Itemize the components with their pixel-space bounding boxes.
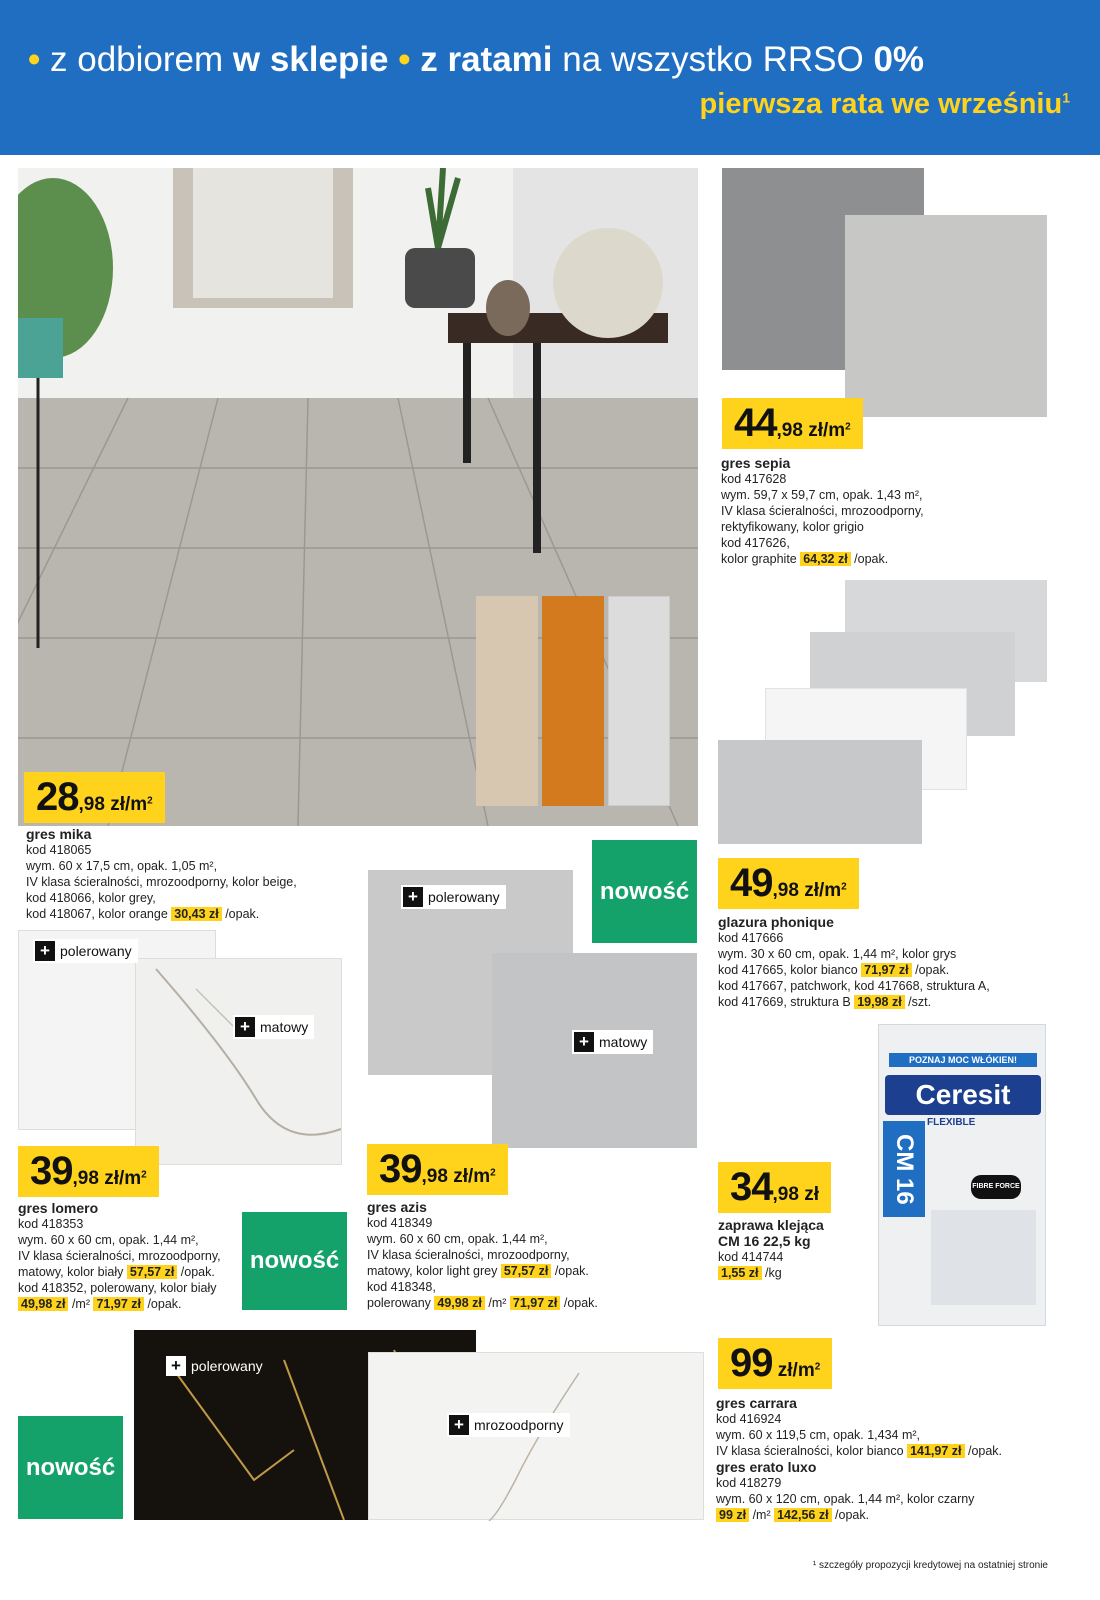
product-name: gres azis xyxy=(367,1199,427,1215)
tag-mrozoodporny xyxy=(447,1413,570,1437)
desc-line xyxy=(26,906,297,922)
price-int: 99 xyxy=(730,1341,773,1385)
bag-top-text: POZNAJ MOC WŁÓKIEN! xyxy=(889,1053,1037,1067)
unit-sup: 2 xyxy=(845,421,851,433)
product-desc-carrara xyxy=(716,1395,1002,1523)
plus-icon: + xyxy=(449,1415,469,1435)
desc-text: /m² xyxy=(68,1297,94,1311)
desc-line: wym. 30 x 60 cm, opak. 1,44 m², kolor grys xyxy=(718,947,957,961)
ceresit-bag-image xyxy=(878,1024,1046,1326)
product-desc-mika xyxy=(26,826,297,922)
bag-sub-text: FLEXIBLE xyxy=(927,1117,976,1128)
desc-line: IV klasa ścieralności, mrozoodporny, xyxy=(721,504,924,518)
desc-text: /opak. xyxy=(177,1265,215,1279)
promo-line-1 xyxy=(28,40,924,80)
price-badge xyxy=(24,772,165,823)
desc-text: kod 417669, struktura B xyxy=(718,995,855,1009)
unit-sup: 2 xyxy=(490,1167,496,1179)
highlight-price: 99 zł xyxy=(716,1508,749,1522)
price-dec: ,98 zł/m xyxy=(772,880,842,901)
product-name: glazura phonique xyxy=(718,914,834,930)
desc-text: kod 417665, kolor bianco xyxy=(718,963,862,977)
price-badge xyxy=(367,1144,508,1195)
desc-line: kod 416924 xyxy=(716,1412,782,1426)
desc-line: kod 418279 xyxy=(716,1476,782,1490)
desc-text: /opak. xyxy=(221,907,260,921)
promo-text-bold: w sklepie xyxy=(232,40,389,79)
highlight-price: 1,55 zł xyxy=(718,1266,762,1280)
desc-line: kod 418066, kolor grey, xyxy=(26,891,156,905)
bag-product-code: CM 16 xyxy=(883,1121,925,1217)
desc-line: wym. 60 x 60 cm, opak. 1,44 m², xyxy=(18,1233,199,1247)
desc-text: /kg xyxy=(761,1266,782,1280)
desc-line xyxy=(367,1263,598,1279)
tag-label: matowy xyxy=(260,1019,309,1035)
plus-icon: + xyxy=(235,1017,255,1037)
desc-text: /opak. xyxy=(964,1444,1003,1458)
highlight-price: 57,57 zł xyxy=(127,1265,177,1279)
desc-text: polerowany xyxy=(367,1296,435,1310)
unit-sup: 2 xyxy=(814,1361,821,1373)
highlight-price: 71,97 zł xyxy=(93,1297,143,1311)
desc-line: kod 418352, polerowany, kolor biały xyxy=(18,1281,217,1295)
mika-beige-sample xyxy=(476,596,538,806)
desc-line: wym. 60 x 119,5 cm, opak. 1,434 m², xyxy=(716,1428,921,1442)
tag-label: polerowany xyxy=(60,943,132,959)
price-dec: ,98 zł xyxy=(772,1184,819,1205)
footnote: ¹ szczegóły propozycji kredytowej na ostatniej stronie xyxy=(812,1560,1048,1571)
desc-text: matowy, kolor biały xyxy=(18,1265,127,1279)
desc-line: wym. 60 x 17,5 cm, opak. 1,05 m², xyxy=(26,859,218,873)
ceresit-logo: Ceresit xyxy=(885,1075,1041,1115)
tag-matowy xyxy=(572,1030,653,1054)
price-int: 39 xyxy=(379,1147,422,1191)
desc-line: kod 417626, xyxy=(721,536,790,550)
price-dec: ,98 zł/m xyxy=(776,420,846,441)
product-desc-sepia xyxy=(721,455,924,567)
plus-icon: + xyxy=(166,1356,186,1376)
price-badge xyxy=(722,398,863,449)
highlight-price: 19,98 zł xyxy=(854,995,904,1009)
lomero-matte-tile xyxy=(135,958,342,1165)
product-name: gres lomero xyxy=(18,1200,99,1216)
promo-text-bold: z ratami xyxy=(420,40,553,79)
price-int: 44 xyxy=(734,401,777,445)
desc-text: IV klasa ścieralności, kolor bianco xyxy=(716,1444,908,1458)
desc-text: /m² xyxy=(749,1508,775,1522)
tag-label: polerowany xyxy=(191,1358,263,1374)
promo-line-2 xyxy=(700,88,1070,121)
tag-label: matowy xyxy=(599,1034,648,1050)
product-name: gres mika xyxy=(26,826,92,842)
highlight-price: 49,98 zł xyxy=(18,1297,68,1311)
new-badge: nowość xyxy=(18,1416,123,1519)
highlight-price: 30,43 zł xyxy=(171,907,221,921)
tag-label: mrozoodporny xyxy=(474,1417,564,1433)
unit-sup: 2 xyxy=(841,881,847,893)
desc-line: IV klasa ścieralności, mrozoodporny, xyxy=(18,1249,221,1263)
highlight-price: 49,98 zł xyxy=(434,1296,484,1310)
highlight-price: 71,97 zł xyxy=(510,1296,560,1310)
unit-sup: 2 xyxy=(147,795,153,807)
desc-text: /opak. xyxy=(911,963,950,977)
desc-line xyxy=(18,1296,221,1312)
desc-line: wym. 59,7 x 59,7 cm, opak. 1,43 m², xyxy=(721,488,923,502)
tag-polerowany xyxy=(33,939,138,963)
desc-line: IV klasa ścieralności, mrozoodporny, xyxy=(367,1248,570,1262)
product-name: gres carrara xyxy=(716,1395,797,1411)
desc-text: kod 418067, kolor orange xyxy=(26,907,172,921)
price-badge xyxy=(18,1146,159,1197)
desc-line: kod 417666 xyxy=(718,931,784,945)
new-badge: nowość xyxy=(242,1212,347,1310)
promo-header-banner xyxy=(0,0,1100,155)
product-desc-phonique xyxy=(718,914,990,1010)
desc-line: wym. 60 x 120 cm, opak. 1,44 m², kolor czarny xyxy=(716,1492,975,1506)
desc-line: kod 417667, patchwork, kod 417668, struktura A, xyxy=(718,979,990,993)
product-name: zaprawa klejąca xyxy=(718,1217,824,1233)
plus-icon: + xyxy=(35,941,55,961)
product-desc-ceresit xyxy=(718,1217,824,1281)
price-dec: ,98 zł/m xyxy=(72,1168,142,1189)
price-badge xyxy=(718,858,859,909)
desc-line: kod 418065 xyxy=(26,843,92,857)
bullet: • xyxy=(398,40,411,79)
promo-text-bold: 0% xyxy=(873,40,925,79)
desc-line xyxy=(718,1265,824,1281)
product-name: gres erato luxo xyxy=(716,1459,817,1475)
new-badge: nowość xyxy=(592,840,697,943)
desc-text: /szt. xyxy=(904,995,932,1009)
desc-line xyxy=(716,1443,1002,1459)
phonique-grys-tile xyxy=(718,740,922,844)
highlight-price: 71,97 zł xyxy=(861,963,911,977)
highlight-price: 141,97 zł xyxy=(907,1444,964,1458)
promo-text: z odbiorem xyxy=(50,40,233,79)
desc-line: kod 418348, xyxy=(367,1280,436,1294)
desc-text: kolor graphite xyxy=(721,552,801,566)
product-desc-lomero xyxy=(18,1200,221,1312)
desc-text: matowy, kolor light grey xyxy=(367,1264,501,1278)
footnote-marker: 1 xyxy=(1062,89,1070,106)
desc-line xyxy=(721,551,924,567)
desc-line xyxy=(367,1295,598,1311)
price-int: 49 xyxy=(730,861,773,905)
desc-line xyxy=(718,994,990,1010)
bullet: • xyxy=(28,40,41,79)
desc-text: /m² xyxy=(484,1296,510,1310)
desc-line xyxy=(18,1264,221,1280)
highlight-price: 64,32 zł xyxy=(800,552,850,566)
highlight-price: 142,56 zł xyxy=(774,1508,831,1522)
price-dec: ,98 zł/m xyxy=(421,1166,491,1187)
plus-icon: + xyxy=(403,887,423,907)
price-dec: zł/m xyxy=(772,1360,815,1381)
desc-line: wym. 60 x 60 cm, opak. 1,44 m², xyxy=(367,1232,548,1246)
desc-line: kod 414744 xyxy=(718,1250,784,1264)
desc-line xyxy=(718,962,990,978)
plus-icon: + xyxy=(574,1032,594,1052)
price-int: 28 xyxy=(36,775,79,819)
product-name: gres sepia xyxy=(721,455,791,471)
price-dec: ,98 zł/m xyxy=(78,794,148,815)
desc-text: /opak. xyxy=(551,1264,589,1278)
fibre-force-badge: FIBRE FORCE xyxy=(971,1175,1021,1199)
tag-matowy xyxy=(233,1015,314,1039)
desc-line: kod 418349 xyxy=(367,1216,433,1230)
tag-polerowany xyxy=(164,1354,269,1378)
desc-text: /opak. xyxy=(831,1508,870,1522)
desc-text: /opak. xyxy=(560,1296,598,1310)
promo-line-2-text: pierwsza rata we wrześniu xyxy=(699,88,1063,120)
tag-label: polerowany xyxy=(428,889,500,905)
unit-sup: 2 xyxy=(141,1169,147,1181)
product-name: CM 16 22,5 kg xyxy=(718,1233,811,1249)
desc-line: kod 417628 xyxy=(721,472,787,486)
desc-line xyxy=(716,1507,1002,1523)
highlight-price: 57,57 zł xyxy=(501,1264,551,1278)
desc-text: /opak. xyxy=(850,552,889,566)
desc-line: kod 418353 xyxy=(18,1217,84,1231)
sepia-grigio-tile xyxy=(845,215,1047,417)
desc-line: rektyfikowany, kolor grigio xyxy=(721,520,864,534)
price-int: 39 xyxy=(30,1149,73,1193)
desc-text: /opak. xyxy=(143,1297,182,1311)
mika-grey-sample xyxy=(608,596,670,806)
desc-line: IV klasa ścieralności, mrozoodporny, kolor beige, xyxy=(26,875,297,889)
product-desc-azis xyxy=(367,1199,598,1311)
price-int: 34 xyxy=(730,1165,773,1209)
price-badge xyxy=(718,1162,831,1213)
mika-orange-sample xyxy=(542,596,604,806)
promo-text: na wszystko RRSO xyxy=(552,40,874,79)
bag-info-panel xyxy=(931,1210,1036,1305)
price-badge xyxy=(718,1338,832,1389)
tag-polerowany xyxy=(401,885,506,909)
